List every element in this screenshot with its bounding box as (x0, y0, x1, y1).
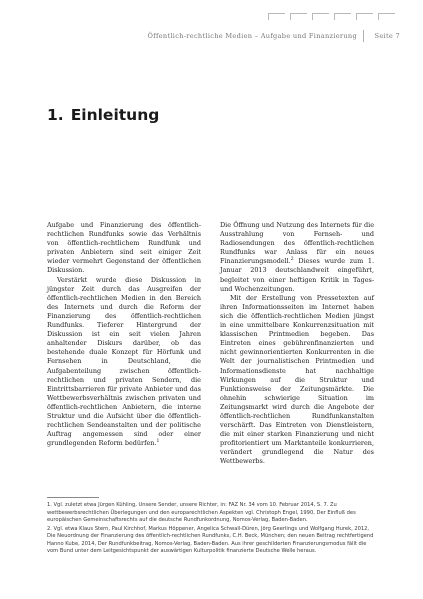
footnote: 2. Vgl. etwa Klaus Stern, Paul Kirchhof, Markus Höppener, Angelica Schwall-Düren, Jörg Geerlings und Wolfgang Hurek, 2012, Die Neuordnung der Finanzierung des öffentlich-rechtlichen Rundfunks, C.H. Beck, München; den neuen Beitrag rechtfertigend Hanno Kube, 2014, Der Rundfunkbeitrag, Nomos-Verlag, Baden-Baden. Aus ihrer geschilderten Finanzierungsmodus fällt die vom Bund unter dem Leitgesichtspunkt der auswärtigen Kulturpolitik finanzierte Deutsche Welle heraus. (47, 525, 374, 555)
chapter-heading (47, 106, 159, 124)
footnote: 1. Vgl. zuletzt etwa Jürgen Kühling, Unsere Sender, unsere Richter, in: FAZ Nr. 34 vom 10. Februar 2014, S. 7. Zu wettbewerbsrechtlichen Überlegungen und den europarechtlichen Aspekten vgl. Christoph Engel, 1990, Der Einfluß des europäischen Gemeinschaftsrechts auf die deutsche Rundfunkordnung, Nomos-Verlag, Baden-Baden. (47, 502, 356, 524)
footnote-separator (47, 497, 99, 498)
page-number: Seite 7 (374, 32, 400, 40)
paragraph (47, 276, 201, 449)
body-column-left (47, 221, 201, 448)
header-tab-mark (356, 13, 373, 20)
footnote-ref: 1 (156, 439, 160, 445)
running-title: Öffentlich-rechtliche Medien – Aufgabe und Finanzierung (147, 32, 357, 40)
footnotes (47, 502, 374, 557)
header-tab-mark (312, 13, 329, 20)
header-tab-mark (378, 13, 395, 20)
chapter-number: 1. (47, 106, 64, 125)
paragraph-text: Dieses wurde zum 1. Januar 2013 deutschlandweit eingeführt, begleitet von einer heftigen Kritik in Tages- und Wochenzeitungen. (220, 257, 374, 293)
header-separator (363, 30, 364, 42)
paragraph-text: Die Öffnung und Nutzung des Internets für die Ausstrahlung von Fernseh- und Radiosendungen des öffentlich-rechtlichen Rundfunks war Anlass für ein neues Finanzierungsmodell. (220, 221, 374, 266)
chapter-title: Einleitung (70, 106, 160, 125)
body-column-right (220, 221, 374, 467)
paragraph (220, 221, 374, 294)
header-tab-mark (334, 13, 351, 20)
paragraph-text: Verstärkt wurde diese Diskussion in jüngster Zeit durch das Ausgreifen der öffentlich-rechtlichen Medien in den Bereich des Internets und durch die Reform der Finanzierung des öffentlich-rechtlichen Rundfunks. Tieferer Hintergrund der Diskussion ist ein seit vielen Jahren anhaltender Diskurs darüber, ob das bestehende duale Konzept für Hörfunk und Fernsehen in Deutschland, die Aufgabenteilung zwischen öffentlich-rechtlichen und privaten Sendern, die Eintrittsbarrieren für private Anbieter und das Wettbewerbsverhältnis zwischen privaten und öffentlich-rechtlichen Anbietern, die interne Struktur und die Aufsicht über die öffentlich-rechtlichen Sendeanstalten und der politische Auftrag angemessen sind oder einer grundlegenden Reform bedürfen. (47, 275, 201, 448)
header-tab-mark (290, 13, 307, 20)
header-tab-strip (268, 13, 418, 19)
running-header (0, 30, 411, 44)
paragraph: Aufgabe und Finanzierung des öffentlich-rechtlichen Rundfunks sowie das Verhältnis von öffentlich-rechtlichem Rundfunk und privaten Anbietern sind seit einiger Zeit wieder vermehrt Gegenstand der öffentlichen Diskussion. (47, 221, 201, 275)
header-tab-mark (268, 13, 285, 20)
footnote-ref: 2 (290, 257, 294, 263)
paragraph: Mit der Erstellung von Pressetexten auf ihren Informationsseiten im Internet haben sich die öffentlich-rechtlichen Medien jüngst in eine unmittelbare Konkurrenzsituation mit klassischen Printmedien begeben. Das Eintreten eines gebührenfinanzierten und nicht gewinnorientierten Konkurrenten in die Welt der journalistischen Printmedien und Informationsdienste hat nachhaltige Wirkungen auf die Struktur und Funktionsweise der Zeitungsmärkte. Die ohnehin schwierige Situation im Zeitungsmarkt wird durch die Angebote der öffentlich-rechtlichen Rundfunkanstalten verschärft. Das Eintreten von Dienstleistern, die mit einer starken Finanzierung und nicht profitorientiert um Marktanteile konkurrieren, verändert grundlegend die Natur des Wettbewerbs. (220, 293, 374, 466)
